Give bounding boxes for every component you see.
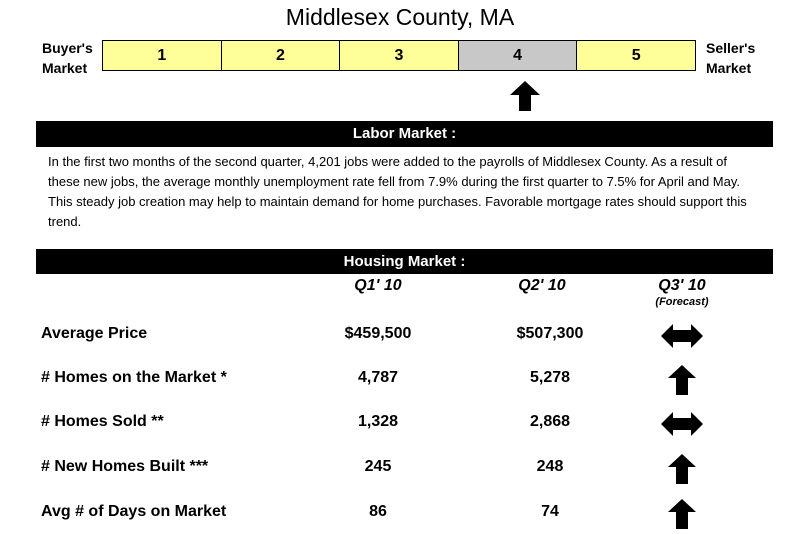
scale-cell-5: 5 bbox=[577, 41, 695, 70]
column-header-q3: Q3' 10 bbox=[658, 277, 706, 294]
row-label: Avg # of Days on Market bbox=[41, 503, 227, 520]
table-row bbox=[0, 503, 800, 527]
scale-cell-1: 1 bbox=[103, 41, 222, 70]
up-arrow-icon bbox=[654, 363, 710, 397]
table-row bbox=[0, 458, 800, 482]
row-q2-value: 248 bbox=[536, 458, 564, 475]
column-header-q2: Q2' 10 bbox=[518, 277, 566, 294]
row-label: # New Homes Built *** bbox=[41, 458, 209, 475]
scale-cell-3: 3 bbox=[340, 41, 459, 70]
forecast-note: (Forecast) bbox=[655, 296, 709, 308]
sellers-market-label: Seller's Market bbox=[706, 40, 756, 76]
scale-cell-2: 2 bbox=[222, 41, 341, 70]
table-row bbox=[0, 369, 800, 393]
housing-market-heading: Housing Market : bbox=[36, 249, 773, 274]
market-scale bbox=[102, 40, 696, 71]
row-q1-value: $459,500 bbox=[344, 325, 412, 342]
page-title: Middlesex County, MA bbox=[285, 4, 515, 30]
row-q2-value: $507,300 bbox=[516, 325, 584, 342]
up-arrow-icon bbox=[509, 80, 541, 117]
labor-market-text: In the first two months of the second quarter, 4,201 jobs were added to the payrolls of Middlesex County. As a result of these new jobs, the average monthly unemployment rate fell from 7.9% during the first quarter to 7.5% for April and May. This steady job creation may help to maintain demand for home purchases. Favorable mortgage rates should support this trend. bbox=[48, 154, 747, 229]
row-q2-value: 5,278 bbox=[529, 369, 571, 386]
row-label: # Homes Sold ** bbox=[41, 413, 164, 430]
buyers-market-label: Buyer's Market bbox=[42, 40, 93, 76]
up-arrow-icon bbox=[654, 452, 710, 486]
row-q2-value: 2,868 bbox=[529, 413, 571, 430]
row-q1-value: 1,328 bbox=[357, 413, 399, 430]
row-q2-value: 74 bbox=[541, 503, 559, 520]
left-right-arrow-icon bbox=[654, 319, 710, 353]
row-label: Average Price bbox=[41, 325, 148, 342]
labor-market-heading: Labor Market : bbox=[36, 121, 773, 147]
column-header-q1: Q1' 10 bbox=[354, 277, 402, 294]
left-right-arrow-icon bbox=[654, 407, 710, 441]
table-row bbox=[0, 325, 800, 349]
row-q1-value: 4,787 bbox=[357, 369, 399, 386]
table-row bbox=[0, 413, 800, 437]
row-q1-value: 245 bbox=[364, 458, 392, 475]
row-q1-value: 86 bbox=[369, 503, 387, 520]
row-label: # Homes on the Market * bbox=[41, 369, 227, 386]
up-arrow-icon bbox=[654, 497, 710, 531]
scale-cell-4: 4 bbox=[459, 41, 578, 70]
